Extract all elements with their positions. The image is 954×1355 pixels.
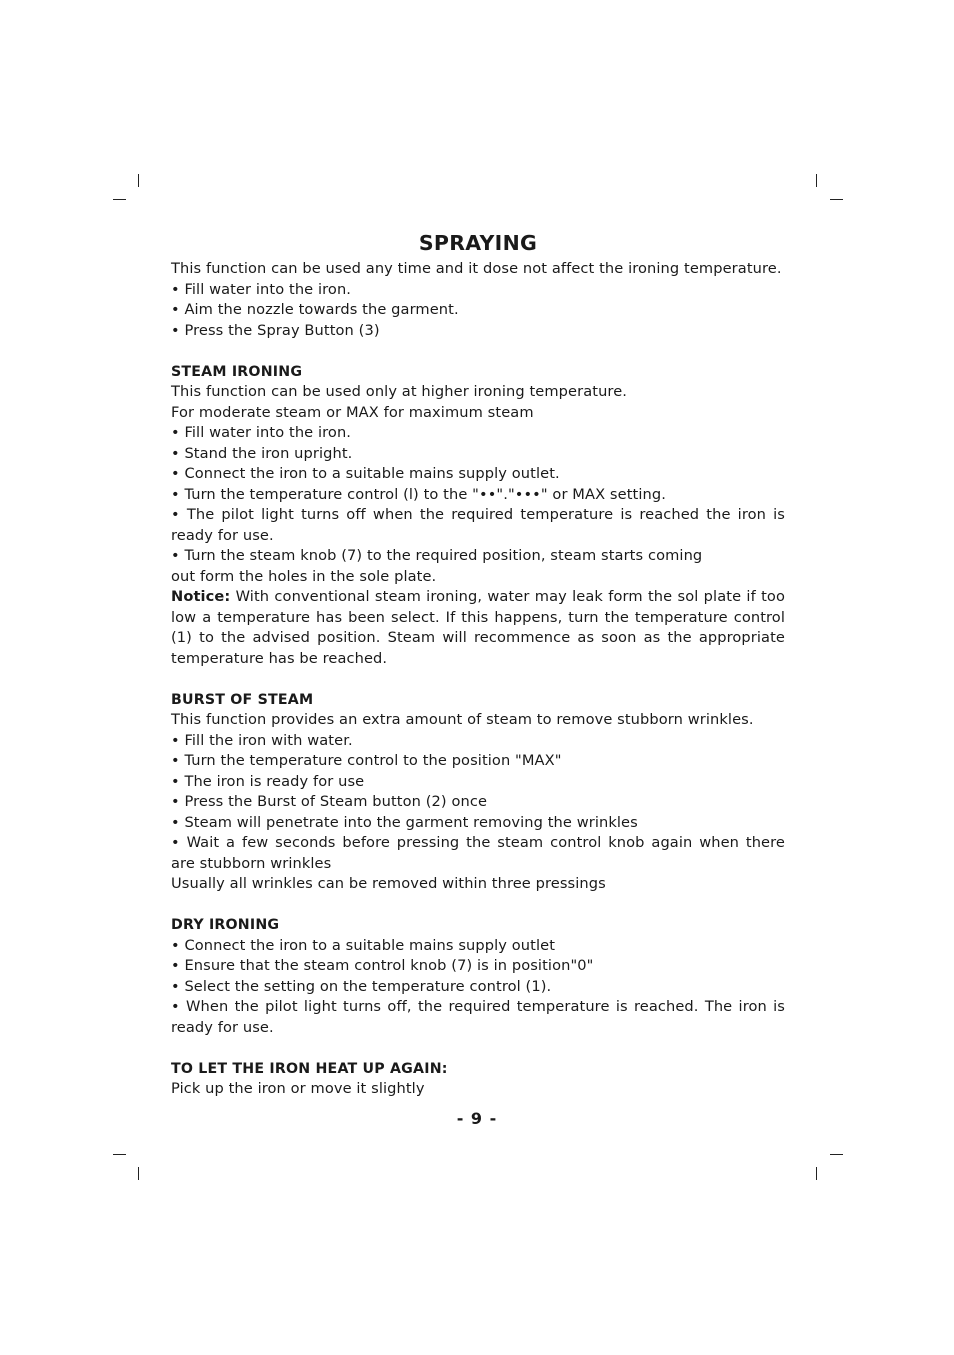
page-content <box>171 229 785 1100</box>
list-item: • The pilot light turns off when the required temperature is reached the iron is ready for use. <box>171 506 785 544</box>
list-item: This function provides an extra amount of steam to remove stubborn wrinkles. <box>171 711 754 728</box>
heat-up-text: Pick up the iron or move it slightly <box>171 1080 425 1097</box>
list-item: • Stand the iron upright. <box>171 444 353 462</box>
crop-mark-bottom-right-vertical <box>816 1167 817 1180</box>
list-item: • Fill water into the iron. <box>171 424 352 441</box>
list-item: • Turn the steam knob (7) to the required position, steam starts coming <box>171 547 703 564</box>
steam-ironing-section <box>171 362 785 670</box>
section-heading: TO LET THE IRON HEAT UP AGAIN: <box>171 1060 448 1077</box>
list-item: • Select the setting on the temperature control (1). <box>171 977 552 995</box>
list-item: • Turn the temperature control (l) to the "••"."•••" or MAX setting. <box>171 485 666 503</box>
list-item: • Fill water into the iron. <box>171 280 352 298</box>
page-title: SPRAYING <box>418 231 538 255</box>
list-item: • Wait a few seconds before pressing the steam control knob again when there are stubborn wrinkles <box>171 834 785 872</box>
list-item: • Ensure that the steam control knob (7) is in position"0" <box>171 957 594 974</box>
list-item: • Press the Burst of Steam button (2) once <box>171 793 488 810</box>
page-number: - 9 - <box>456 1109 498 1128</box>
notice-paragraph <box>171 587 785 669</box>
notice-text: With conventional steam ironing, water may leak form the sol plate if too low a temperature has been select. If this happens, turn the temperature control (1) to the advised position. Steam will recommence as soon as the appropriate temperature has be reached. <box>171 588 785 667</box>
list-item: • Connect the iron to a suitable mains supply outlet <box>171 936 556 954</box>
crop-mark-top-left-vertical <box>138 174 139 187</box>
crop-mark-top-left-horizontal <box>113 199 126 200</box>
section-heading: BURST OF STEAM <box>171 691 314 708</box>
crop-mark-bottom-left-vertical <box>138 1167 139 1180</box>
list-item: This function can be used only at higher ironing temperature. <box>171 383 628 400</box>
spraying-intro: This function can be used any time and it dose not affect the ironing temperature. <box>171 260 782 277</box>
list-item: For moderate steam or MAX for maximum steam <box>171 403 534 421</box>
list-item: • Fill the iron with water. <box>171 731 353 749</box>
crop-mark-top-right-horizontal <box>830 199 843 200</box>
list-item: • Press the Spray Button (3) <box>171 321 380 339</box>
notice-label: Notice: <box>171 588 231 605</box>
crop-mark-bottom-right-horizontal <box>830 1154 843 1155</box>
section-heading: STEAM IRONING <box>171 363 303 380</box>
list-item: • Connect the iron to a suitable mains supply outlet. <box>171 465 560 482</box>
crop-mark-top-right-vertical <box>816 174 817 187</box>
spraying-section <box>171 259 785 341</box>
list-item: • When the pilot light turns off, the required temperature is reached. The iron is ready for use. <box>171 998 785 1036</box>
section-heading: DRY IRONING <box>171 917 280 933</box>
list-item-continuation: out form the holes in the sole plate. <box>171 567 437 585</box>
list-item: • Aim the nozzle towards the garment. <box>171 301 459 318</box>
crop-mark-bottom-left-horizontal <box>113 1154 126 1155</box>
list-item: • The iron is ready for use <box>171 772 365 790</box>
list-item: • Steam will penetrate into the garment removing the wrinkles <box>171 813 638 831</box>
dry-ironing-section <box>171 915 785 1038</box>
list-item: Usually all wrinkles can be removed within three pressings <box>171 875 606 892</box>
heat-up-section <box>171 1059 785 1100</box>
list-item: • Turn the temperature control to the position "MAX" <box>171 752 562 769</box>
burst-of-steam-section <box>171 690 785 895</box>
